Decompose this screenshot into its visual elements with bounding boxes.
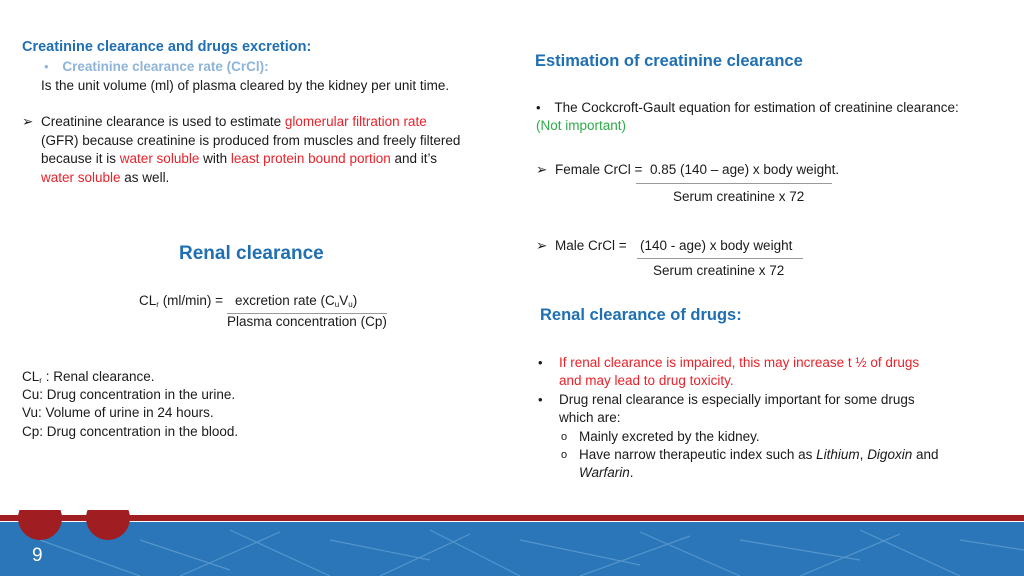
protein-bound-highlight: least protein bound portion [230, 151, 391, 166]
formula-num-sub2: u [348, 300, 353, 309]
arrow-bullet-icon: ➢ [536, 162, 548, 177]
cg-note: (Not important) [536, 118, 627, 133]
bullet-dot: • [536, 100, 541, 115]
gfr-line-1 [41, 113, 427, 132]
gfr-text-d: with [199, 151, 231, 166]
definition-cp: Cp: Drug concentration in the blood. [22, 424, 239, 439]
male-label: Male CrCl = [555, 238, 627, 253]
right-heading: Estimation of creatinine clearance [535, 52, 803, 70]
definition-vu: Vu: Volume of urine in 24 hours. [22, 405, 214, 420]
formula-num-a: excretion rate (C [235, 293, 335, 308]
bullet-dot: • [538, 355, 543, 370]
sub2-and: and [912, 447, 939, 462]
sub2-comma: , [859, 447, 868, 462]
gfr-line-4 [41, 169, 169, 188]
female-label: Female CrCl = [555, 162, 643, 177]
footer-decoration [0, 510, 1024, 576]
crcl-definition: Is the unit volume (ml) of plasma cleared by the kidney per unit time. [41, 78, 450, 93]
def-cl-sub: r [39, 376, 42, 385]
renal-clearance-heading: Renal clearance [179, 243, 324, 264]
crcl-bullet-label: Creatinine clearance rate (CrCl): [62, 59, 269, 74]
arrow-bullet-icon: ➢ [22, 114, 34, 129]
definition-cu: Cu: Drug concentration in the urine. [22, 387, 236, 402]
gfr-text-a: Creatinine clearance is used to estimate [41, 114, 285, 129]
formula-num-c: ) [352, 293, 358, 308]
female-denominator: Serum creatinine x 72 [673, 189, 805, 204]
bullet-dot: • [538, 392, 543, 407]
formula-cl-sub: r [156, 300, 159, 309]
sub-bullet-2 [579, 446, 939, 465]
formula-num-sub1: u [334, 300, 340, 309]
cg-bullet-row [536, 99, 959, 118]
crcl-bullet-row [44, 58, 269, 77]
bullet-dot: • [44, 59, 49, 74]
impaired-line-2: and may lead to drug toxicity. [559, 373, 734, 388]
female-fraction-line [636, 183, 832, 184]
female-numerator: 0.85 (140 – age) x body weight. [650, 162, 840, 177]
male-denominator: Serum creatinine x 72 [653, 263, 785, 278]
sub-bullet-2-cont [579, 464, 634, 483]
water-soluble-highlight-2: water soluble [41, 170, 121, 185]
sub2-text: Have narrow therapeutic index such as [579, 447, 817, 462]
left-heading: Creatinine clearance and drugs excretion: [22, 39, 312, 55]
gfr-text-c: because it is [41, 151, 120, 166]
cg-line: The Cockcroft-Gault equation for estimation of creatinine clearance: [554, 100, 959, 115]
male-numerator: (140 - age) x body weight [640, 238, 793, 253]
formula-numerator [235, 292, 357, 315]
gfr-text-e: and it’s [390, 151, 438, 166]
drugs-heading: Renal clearance of drugs: [540, 306, 742, 324]
formula-num-b: V [339, 293, 349, 308]
important-line-1: Drug renal clearance is especially important for some drugs [559, 392, 915, 407]
important-line-2: which are: [559, 410, 621, 425]
gfr-line-2: (GFR) because creatinine is produced from muscles and freely filtered [41, 133, 461, 148]
page-number: 9 [32, 545, 43, 566]
drug-warfarin: Warfarin [579, 465, 630, 480]
def-cl: CL [22, 369, 40, 384]
formula-cl: CL [139, 293, 157, 308]
circle-bullet-icon: o [561, 431, 568, 443]
footer-blue-band [0, 522, 1024, 576]
male-fraction-line [637, 258, 803, 259]
gfr-line-3 [41, 150, 437, 169]
def-cl-text: : Renal clearance. [41, 369, 155, 384]
formula-lhs-unit: (ml/min) = [158, 293, 224, 308]
water-soluble-highlight-1: water soluble [119, 151, 200, 166]
circle-bullet-icon: o [561, 449, 568, 461]
impaired-line-1: If renal clearance is impaired, this may increase t ½ of drugs [559, 355, 920, 370]
footer-red-band [0, 515, 1024, 521]
formula-lhs [139, 292, 223, 315]
gfr-highlight: glomerular filtration rate [284, 114, 427, 129]
formula-denominator: Plasma concentration (Cp) [227, 314, 387, 329]
sub2-dot: . [629, 465, 634, 480]
drug-digoxin: Digoxin [867, 447, 913, 462]
drug-lithium: Lithium [816, 447, 860, 462]
gfr-text-f: as well. [120, 170, 170, 185]
sub-bullet-1: Mainly excreted by the kidney. [579, 429, 760, 444]
arrow-bullet-icon: ➢ [536, 238, 548, 253]
